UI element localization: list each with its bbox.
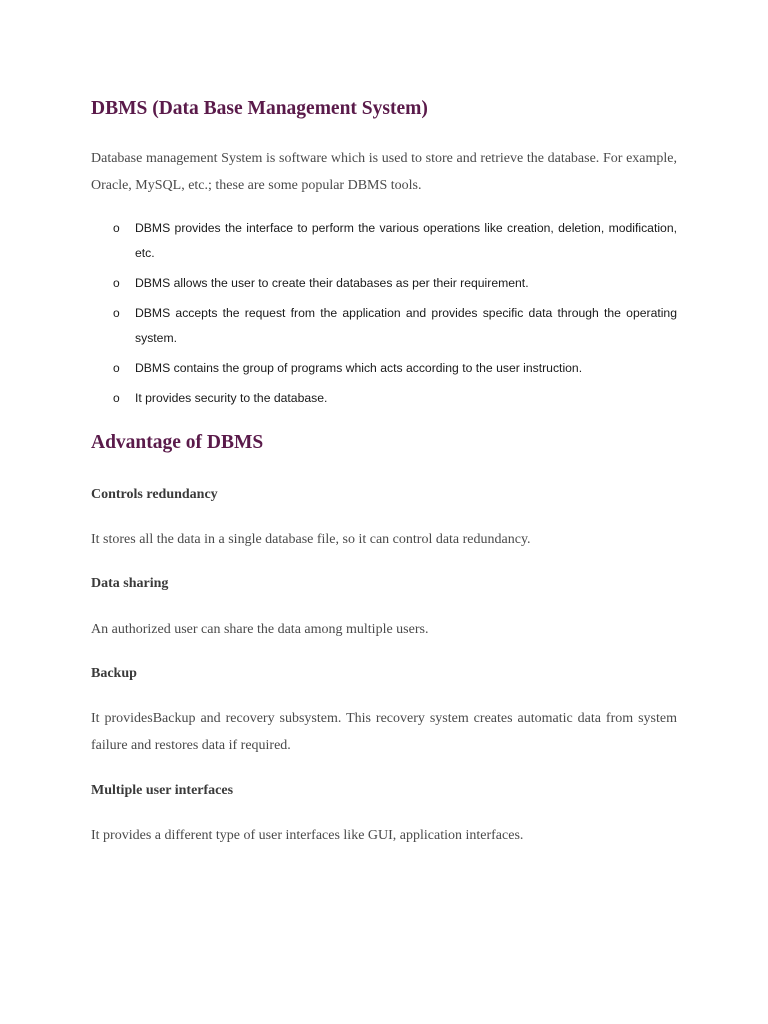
list-item-text: DBMS accepts the request from the application and provides specific data through the operating system. <box>135 306 677 345</box>
list-item <box>91 271 677 296</box>
intro-paragraph: Database management System is software which is used to store and retrieve the database. For example, Oracle, MySQL, etc.; these are some popular DBMS tools. <box>91 151 677 193</box>
subheading-data-sharing: Data sharing <box>91 576 169 591</box>
bullet-icon: o <box>113 361 120 375</box>
list-item <box>91 216 677 266</box>
bullet-icon: o <box>113 306 120 320</box>
paragraph-backup: It providesBackup and recovery subsystem. This recovery system creates automatic data from system failure and restores data if required. <box>91 711 677 753</box>
list-item <box>91 301 677 351</box>
bullet-icon: o <box>113 276 120 290</box>
subheading-backup: Backup <box>91 666 137 681</box>
page-title: DBMS (Data Base Management System) <box>91 98 428 119</box>
paragraph-data-sharing: An authorized user can share the data among multiple users. <box>91 622 429 637</box>
paragraph-controls-redundancy: It stores all the data in a single database file, so it can control data redundancy. <box>91 532 531 547</box>
advantages-heading: Advantage of DBMS <box>91 432 264 453</box>
list-item <box>91 356 677 381</box>
paragraph-multiple-user-interfaces: It provides a different type of user interfaces like GUI, application interfaces. <box>91 828 524 843</box>
bullet-icon: o <box>113 391 120 405</box>
feature-list <box>91 216 677 416</box>
subheading-controls-redundancy: Controls redundancy <box>91 487 218 502</box>
list-item <box>91 386 677 411</box>
list-item-text: DBMS provides the interface to perform the various operations like creation, deletion, modification, etc. <box>135 221 677 260</box>
bullet-icon: o <box>113 221 120 235</box>
list-item-text: DBMS contains the group of programs which acts according to the user instruction. <box>135 361 583 375</box>
list-item-text: DBMS allows the user to create their databases as per their requirement. <box>135 276 529 290</box>
list-item-text: It provides security to the database. <box>135 391 328 405</box>
subheading-multiple-user-interfaces: Multiple user interfaces <box>91 783 234 798</box>
